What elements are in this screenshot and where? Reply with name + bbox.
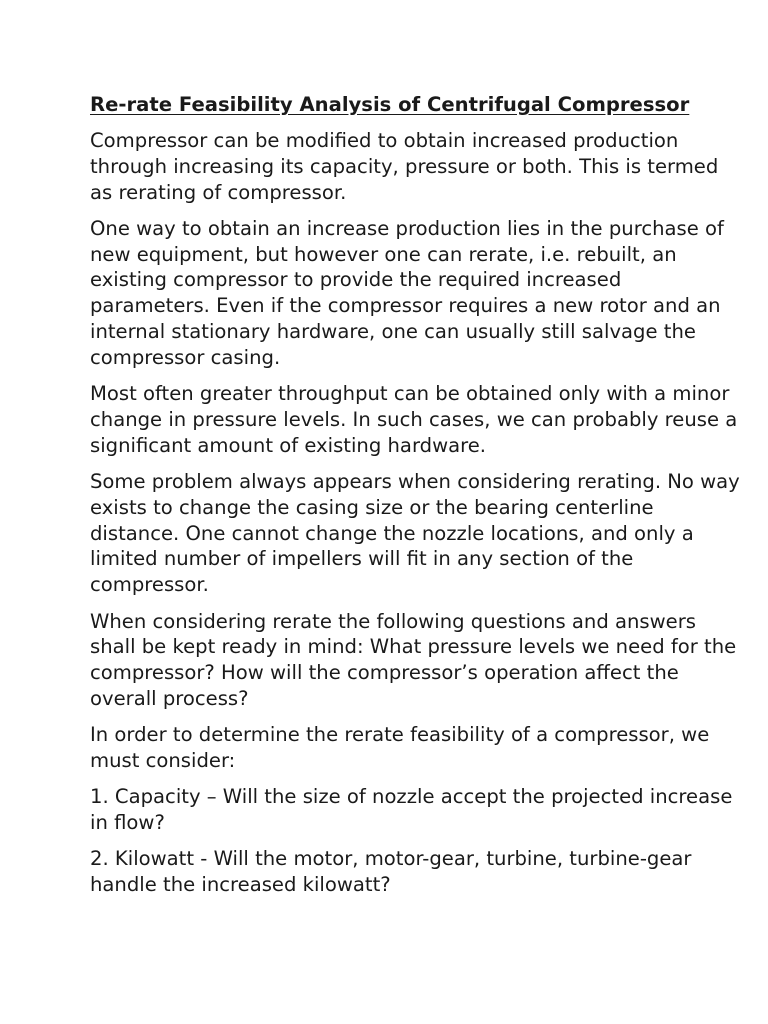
document-page — [90, 92, 742, 909]
paragraph-problems: Some problem always appears when considering rerating. No way exists to change the casing size or the bearing centerline distance. One cannot change the nozzle locations, and only a limited number of impellers will fit in any section of the compressor. — [90, 470, 740, 597]
paragraph-questions: When considering rerate the following questions and answers shall be kept ready in mind: What pressure levels we need for the compressor? How will the compressor’s operation affect the overall process? — [90, 609, 737, 710]
list-item-kilowatt: 2. Kilowatt - Will the motor, motor-gear, turbine, turbine-gear handle the increased kilowatt? — [90, 847, 692, 897]
document-title: Re-rate Feasibility Analysis of Centrifugal Compressor — [90, 93, 690, 116]
paragraph-new-equipment: One way to obtain an increase production lies in the purchase of new equipment, but however one can rerate, i.e. rebuilt, an existing compressor to provide the required increased parameters. Even if the compressor requires a new rotor and an internal stationary hardware, one can usually still salvage the compressor casing. — [90, 216, 724, 369]
paragraph-consider: In order to determine the rerate feasibility of a compressor, we must consider: — [90, 723, 710, 773]
paragraph-rerating-definition: Compressor can be modified to obtain increased production through increasing its capacity, pressure or both. This is termed as rerating of compressor. — [90, 129, 719, 204]
paragraph-throughput: Most often greater throughput can be obtained only with a minor change in pressure levels. In such cases, we can probably reuse a significant amount of existing hardware. — [90, 382, 738, 457]
list-item-capacity: 1. Capacity – Will the size of nozzle accept the projected increase in flow? — [90, 785, 733, 835]
